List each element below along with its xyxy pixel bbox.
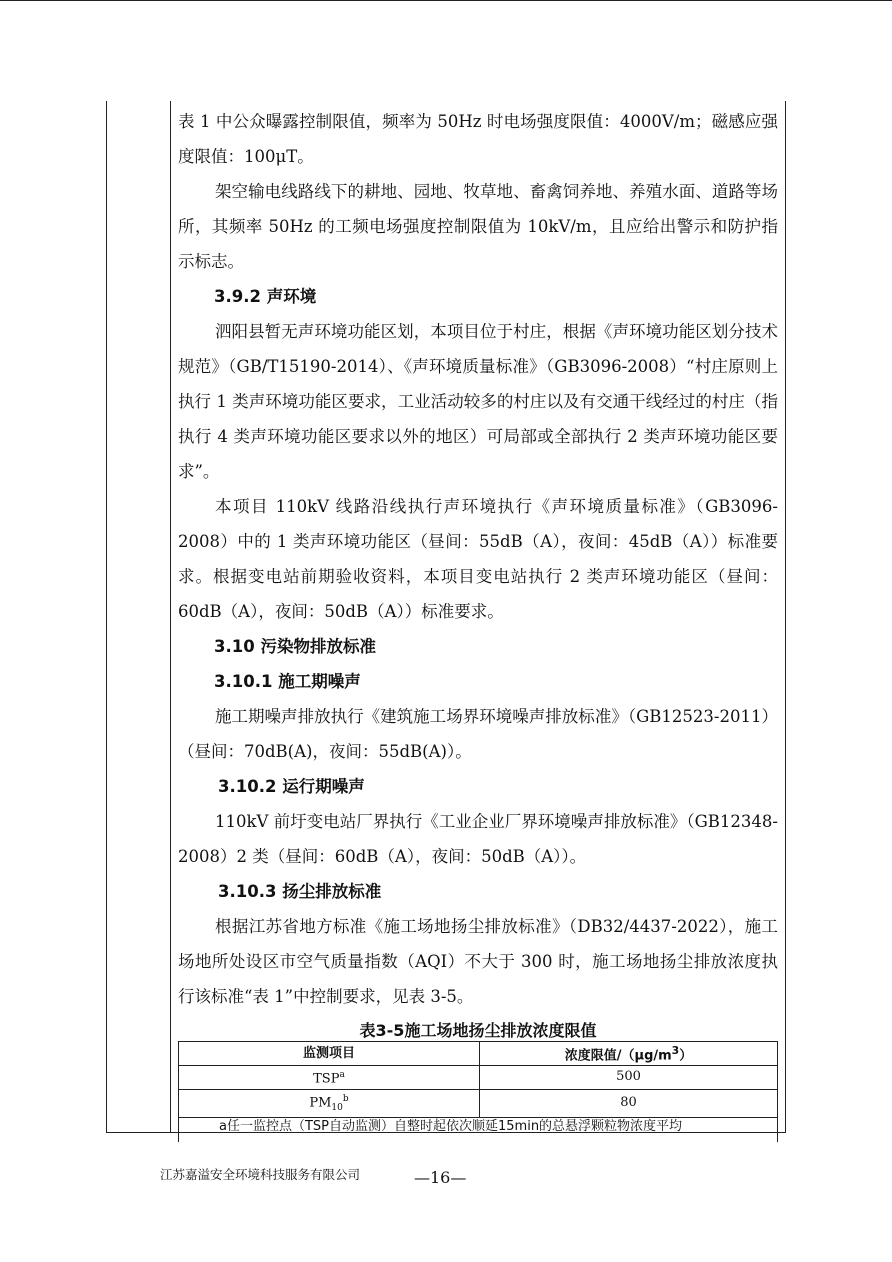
paragraph-construction-noise: 施工期噪声排放执行《建筑施工场界环境噪声排放标准》（GB12523-2011）（昼间：70dB(A)，夜间：55dB(A)）。	[178, 707, 778, 761]
heading-3-9-2: 3.9.2 声环境	[214, 287, 317, 306]
item-base: TSP	[313, 1071, 340, 1087]
item-sub: 10	[331, 1102, 343, 1113]
table-note: a任一监控点（TSP自动监测）自整时起依次顺延15min的总悬浮颗粒物浓度平均	[179, 1117, 778, 1142]
table-caption: 表3-5施工场地扬尘排放浓度限值	[359, 1021, 597, 1040]
heading-3-10-3: 3.10.3 扬尘排放标准	[218, 882, 382, 901]
table-row	[179, 1089, 778, 1117]
heading-3-10: 3.10 污染物排放标准	[214, 637, 376, 656]
paragraph-dust-standard: 根据江苏省地方标准《施工场地扬尘排放标准》（DB32/4437-2022），施工场地所处设区市空气质量指数（AQI）不大于 300 时，施工场地扬尘排放浓度执行该标准“表 1”中控制要求，见表 3-5。	[178, 917, 778, 1006]
document-body	[178, 104, 778, 1014]
row-item	[179, 1066, 480, 1089]
dust-limit-table	[178, 1041, 778, 1142]
item-sup: b	[342, 1093, 349, 1104]
paragraph-zoning: 泗阳县暂无声环境功能区划，本项目位于村庄，根据《声环境功能区划分技术规范》（GB/T15190-2014）、《声环境质量标准》（GB3096-2008）“村庄原则上执行 1 类声环境功能区要求，工业活动较多的村庄以及有交通干线经过的村庄（指执行 4 类声环境功能区要求以外的地区）可局部或全部执行 2 类声环境功能区要求”。	[178, 322, 778, 481]
item-base: PM	[309, 1094, 332, 1110]
item-sup: a	[339, 1070, 345, 1081]
header-limit-suffix: ）	[679, 1048, 693, 1064]
header-limit	[480, 1042, 778, 1066]
heading-3-10-1: 3.10.1 施工期噪声	[214, 672, 361, 691]
page-top-border	[0, 0, 892, 1]
page-number: —16—	[414, 1168, 467, 1187]
header-limit-sup: 3	[671, 1044, 680, 1057]
column-divider	[170, 101, 171, 1133]
paragraph-em-limit: 表 1 中公众曝露控制限值，频率为 50Hz 时电场强度限值：4000V/m；磁感应强度限值：100μT。	[178, 112, 778, 166]
paragraph-overhead-line: 架空输电线路线下的耕地、园地、牧草地、畜禽饲养地、养殖水面、道路等场所，其频率 50Hz 的工频电场强度控制限值为 10kV/m，且应给出警示和防护指示标志。	[178, 182, 778, 271]
table-row	[179, 1066, 778, 1089]
row-item	[179, 1089, 480, 1117]
heading-3-10-2: 3.10.2 运行期噪声	[218, 777, 365, 796]
header-item: 监测项目	[179, 1042, 480, 1066]
table-header-row	[179, 1042, 778, 1066]
paragraph-line-noise: 本项目 110kV 线路沿线执行声环境执行《声环境质量标准》（GB3096-2008）中的 1 类声环境功能区（昼间：55dB（A），夜间：45dB（A））标准要求。根据变电站前期验收资料，本项目变电站执行 2 类声环境功能区（昼间：60dB（A），夜间：50dB（A））标准要求。	[178, 497, 778, 621]
row-value: 500	[480, 1066, 778, 1089]
paragraph-operation-noise: 110kV 前圩变电站厂界执行《工业企业厂界环境噪声排放标准》（GB12348-2008）2 类（昼间：60dB（A），夜间：50dB（A））。	[178, 812, 778, 866]
footer-company: 江苏嘉溢安全环境科技服务有限公司	[160, 1167, 361, 1182]
row-value: 80	[480, 1089, 778, 1117]
header-limit-text: 浓度限值/（μg/m	[564, 1048, 672, 1064]
table-note-row	[179, 1117, 778, 1142]
